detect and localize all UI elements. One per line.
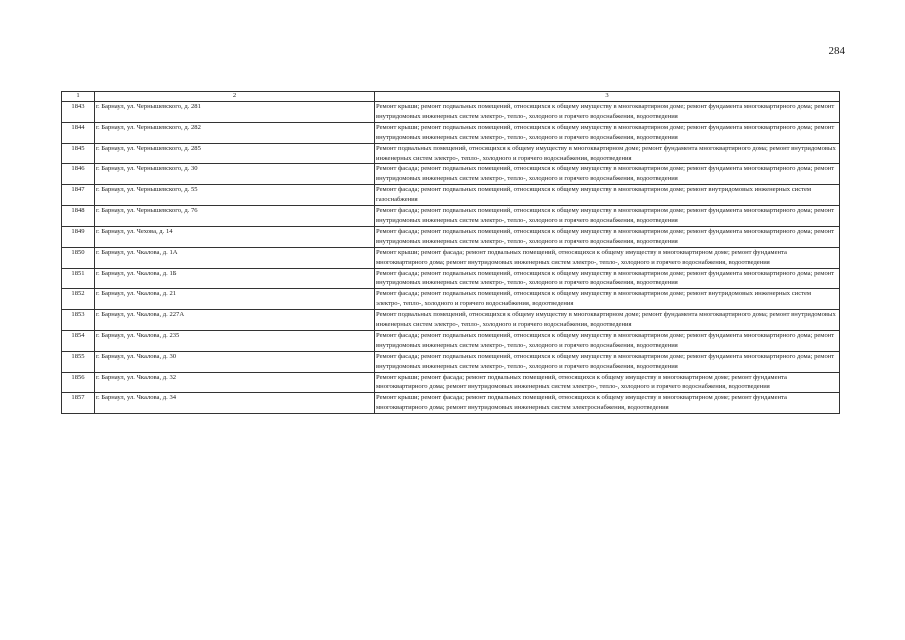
address-works-table <box>61 91 840 414</box>
table-row <box>62 330 840 351</box>
row-address: г. Барнаул, ул. Чехова, д. 14 <box>95 226 375 247</box>
row-works: Ремонт крыши; ремонт фасада; ремонт подвальных помещений, относящихся к общему имуществу в многоквартирном доме; ремонт фундамента многоквартирного дома; ремонт внутридомовых инженерных систем электро-, тепло-, холодного и горячего водоснабжения, водоотведения <box>375 372 840 393</box>
table-row <box>62 226 840 247</box>
row-address: г. Барнаул, ул. Чкалова, д. 30 <box>95 351 375 372</box>
row-number: 1853 <box>62 310 95 331</box>
row-works: Ремонт крыши; ремонт подвальных помещений, относящихся к общему имуществу в многоквартирном доме; ремонт фундамента многоквартирного дома; ремонт внутридомовых инженерных систем электро-, тепло-, холодного и горячего водоснабжения, водоотведения <box>375 122 840 143</box>
table-row <box>62 143 840 164</box>
table-row <box>62 289 840 310</box>
row-number: 1851 <box>62 268 95 289</box>
row-number: 1843 <box>62 102 95 123</box>
row-address: г. Барнаул, ул. Чернышевского, д. 282 <box>95 122 375 143</box>
row-works: Ремонт фасада; ремонт подвальных помещений, относящихся к общему имуществу в многоквартирном доме; ремонт фундамента многоквартирного дома; ремонт внутридомовых инженерных систем электро-, тепло-, холодного и горячего водоснабжения, водоотведения <box>375 330 840 351</box>
table-row <box>62 393 840 414</box>
row-number: 1848 <box>62 206 95 227</box>
row-number: 1849 <box>62 226 95 247</box>
row-works: Ремонт фасада; ремонт подвальных помещений, относящихся к общему имуществу в многоквартирном доме; ремонт фундамента многоквартирного дома; ремонт внутридомовых инженерных систем электро-, тепло-, холодного и горячего водоснабжения, водоотведения <box>375 226 840 247</box>
row-works: Ремонт фасада; ремонт подвальных помещений, относящихся к общему имуществу в многоквартирном доме; ремонт фундамента многоквартирного дома; ремонт внутридомовых инженерных систем электро-, тепло-, холодного и горячего водоснабжения, водоотведения <box>375 206 840 227</box>
header-col-1: 1 <box>62 92 95 102</box>
row-address: г. Барнаул, ул. Чкалова, д. 1Б <box>95 268 375 289</box>
row-number: 1846 <box>62 164 95 185</box>
table-row <box>62 102 840 123</box>
row-number: 1847 <box>62 185 95 206</box>
row-works: Ремонт подвальных помещений, относящихся к общему имуществу в многоквартирном доме; ремонт фундамента многоквартирного дома; ремонт внутридомовых инженерных систем электро-, тепло-, холодного и горячего водоснабжения, водоотведения <box>375 310 840 331</box>
table-row <box>62 164 840 185</box>
row-address: г. Барнаул, ул. Чкалова, д. 21 <box>95 289 375 310</box>
table-row <box>62 122 840 143</box>
table-row <box>62 310 840 331</box>
table-row <box>62 185 840 206</box>
page-number: 284 <box>828 45 845 57</box>
row-address: г. Барнаул, ул. Чкалова, д. 34 <box>95 393 375 414</box>
table-header-row <box>62 92 840 102</box>
row-address: г. Барнаул, ул. Чернышевского, д. 281 <box>95 102 375 123</box>
row-address: г. Барнаул, ул. Чернышевского, д. 285 <box>95 143 375 164</box>
header-col-3: 3 <box>375 92 840 102</box>
row-works: Ремонт фасада; ремонт подвальных помещений, относящихся к общему имуществу в многоквартирном доме; ремонт фундамента многоквартирного дома; ремонт внутридомовых инженерных систем электро-, тепло-, холодного и горячего водоснабжения, водоотведения <box>375 351 840 372</box>
row-number: 1845 <box>62 143 95 164</box>
row-works: Ремонт фасада; ремонт подвальных помещений, относящихся к общему имуществу в многоквартирном доме; ремонт внутридомовых инженерных систем электро-, тепло-, холодного и горячего водоснабжения, водоотведения <box>375 289 840 310</box>
row-works: Ремонт фасада; ремонт подвальных помещений, относящихся к общему имуществу в многоквартирном доме; ремонт фундамента многоквартирного дома; ремонт внутридомовых инженерных систем электро-, тепло-, холодного и горячего водоснабжения, водоотведения <box>375 164 840 185</box>
row-address: г. Барнаул, ул. Чернышевского, д. 76 <box>95 206 375 227</box>
row-works: Ремонт подвальных помещений, относящихся к общему имуществу в многоквартирном доме; ремонт фундамента многоквартирного дома; ремонт внутридомовых инженерных систем электро-, тепло-, холодного и горячего водоснабжения, водоотведения <box>375 143 840 164</box>
row-address: г. Барнаул, ул. Чкалова, д. 32 <box>95 372 375 393</box>
row-works: Ремонт крыши; ремонт подвальных помещений, относящихся к общему имуществу в многоквартирном доме; ремонт фундамента многоквартирного дома; ремонт внутридомовых инженерных систем электро-, тепло-, холодного и горячего водоснабжения, водоотведения <box>375 102 840 123</box>
row-address: г. Барнаул, ул. Чернышевского, д. 55 <box>95 185 375 206</box>
row-number: 1844 <box>62 122 95 143</box>
row-number: 1856 <box>62 372 95 393</box>
row-works: Ремонт фасада; ремонт подвальных помещений, относящихся к общему имуществу в многоквартирном доме; ремонт фундамента многоквартирного дома; ремонт внутридомовых инженерных систем электро-, тепло-, холодного и горячего водоснабжения, водоотведения <box>375 268 840 289</box>
table-row <box>62 268 840 289</box>
row-works: Ремонт крыши; ремонт фасада; ремонт подвальных помещений, относящихся к общему имуществу в многоквартирном доме; ремонт фундамента многоквартирного дома; ремонт внутридомовых инженерных систем электро-, тепло-, холодного и горячего водоснабжения, водоотведения <box>375 247 840 268</box>
row-address: г. Барнаул, ул. Чкалова, д. 235 <box>95 330 375 351</box>
table-row <box>62 206 840 227</box>
row-number: 1854 <box>62 330 95 351</box>
row-works: Ремонт крыши; ремонт фасада; ремонт подвальных помещений, относящихся к общему имуществу в многоквартирном доме; ремонт фундамента многоквартирного дома; ремонт внутридомовых инженерных систем электроснабжения, водоотведения <box>375 393 840 414</box>
row-number: 1855 <box>62 351 95 372</box>
header-col-2: 2 <box>95 92 375 102</box>
row-address: г. Барнаул, ул. Чкалова, д. 1А <box>95 247 375 268</box>
row-number: 1857 <box>62 393 95 414</box>
table-row <box>62 351 840 372</box>
row-number: 1852 <box>62 289 95 310</box>
table-row <box>62 247 840 268</box>
row-works: Ремонт фасада; ремонт подвальных помещений, относящихся к общему имуществу в многоквартирном доме; ремонт внутридомовых инженерных систем газоснабжения <box>375 185 840 206</box>
table-body <box>62 102 840 414</box>
row-address: г. Барнаул, ул. Чернышевского, д. 30 <box>95 164 375 185</box>
row-address: г. Барнаул, ул. Чкалова, д. 227А <box>95 310 375 331</box>
table-row <box>62 372 840 393</box>
row-number: 1850 <box>62 247 95 268</box>
